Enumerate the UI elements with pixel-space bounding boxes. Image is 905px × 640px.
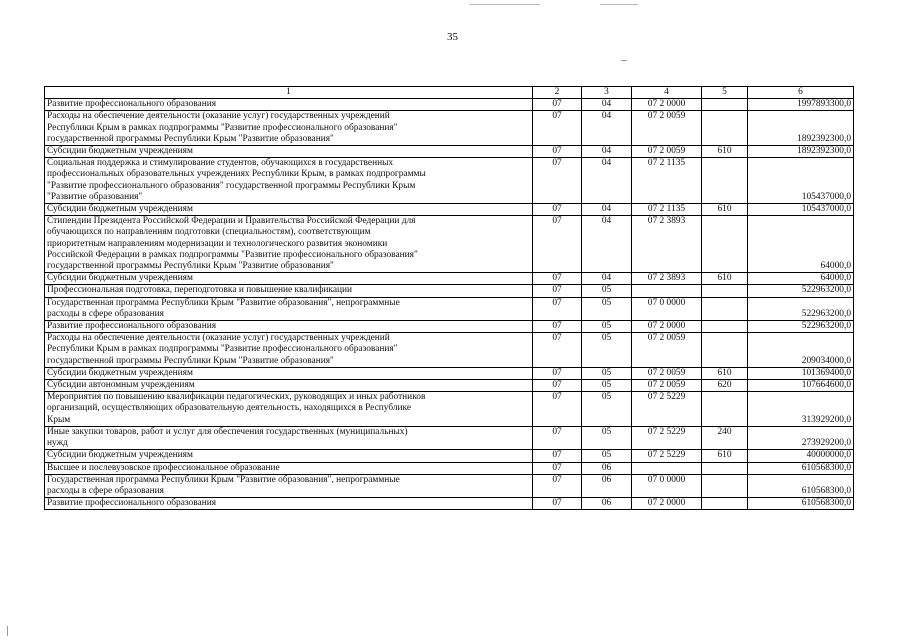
subsection-code-cell: 06 bbox=[582, 474, 632, 497]
item-name-cell: Развитие профессионального образования bbox=[45, 498, 533, 510]
section-code-cell: 07 bbox=[533, 158, 582, 204]
target-article-cell: 07 2 0000 bbox=[632, 99, 702, 111]
table-row bbox=[45, 333, 854, 368]
table-row bbox=[45, 146, 854, 158]
section-code-cell: 07 bbox=[533, 498, 582, 510]
subsection-code-cell: 04 bbox=[582, 204, 632, 216]
target-article-cell: 07 2 5229 bbox=[632, 392, 702, 427]
column-header: 4 bbox=[632, 87, 702, 99]
subsection-code-cell: 04 bbox=[582, 99, 632, 111]
subsection-code-cell: 04 bbox=[582, 273, 632, 285]
item-name-cell: Развитие профессионального образования bbox=[45, 99, 533, 111]
item-name-cell: Высшее и послевузовское профессиональное образование bbox=[45, 462, 533, 474]
table-row bbox=[45, 450, 854, 462]
subsection-code-cell: 05 bbox=[582, 450, 632, 462]
column-header: 1 bbox=[45, 87, 533, 99]
table-row bbox=[45, 273, 854, 285]
table-row bbox=[45, 204, 854, 216]
subsection-code-cell: 04 bbox=[582, 216, 632, 273]
amount-cell: 64000,0 bbox=[748, 273, 854, 285]
table-row bbox=[45, 285, 854, 297]
subsection-code-cell: 04 bbox=[582, 111, 632, 146]
expense-type-cell bbox=[702, 285, 748, 297]
subsection-code-cell: 06 bbox=[582, 462, 632, 474]
target-article-cell: 07 2 0059 bbox=[632, 111, 702, 146]
section-code-cell: 07 bbox=[533, 204, 582, 216]
table-row bbox=[45, 462, 854, 474]
item-name-cell: Субсидии бюджетным учреждениям bbox=[45, 273, 533, 285]
target-article-cell: 07 2 0000 bbox=[632, 498, 702, 510]
amount-cell: 610568300,0 bbox=[748, 498, 854, 510]
target-article-cell: 07 0 0000 bbox=[632, 297, 702, 320]
expense-type-cell: 610 bbox=[702, 146, 748, 158]
budget-table bbox=[44, 86, 854, 510]
amount-cell: 610568300,0 bbox=[748, 474, 854, 497]
table-row bbox=[45, 380, 854, 392]
expense-type-cell bbox=[702, 474, 748, 497]
amount-cell: 1997893300,0 bbox=[748, 99, 854, 111]
section-code-cell: 07 bbox=[533, 426, 582, 449]
item-name-cell: Субсидии бюджетным учреждениям bbox=[45, 367, 533, 379]
section-code-cell: 07 bbox=[533, 99, 582, 111]
table-row bbox=[45, 498, 854, 510]
target-article-cell: 07 2 0059 bbox=[632, 380, 702, 392]
section-code-cell: 07 bbox=[533, 333, 582, 368]
target-article-cell: 07 2 1135 bbox=[632, 158, 702, 204]
item-name-cell: Расходы на обеспечение деятельности (оказание услуг) государственных учреждений Республики Крым в рамках подпрограммы "Развитие профессионального образования" государственной программы Республики Крым "Развитие образования" bbox=[45, 333, 533, 368]
amount-cell: 64000,0 bbox=[748, 216, 854, 273]
expense-type-cell: 620 bbox=[702, 380, 748, 392]
target-article-cell bbox=[632, 462, 702, 474]
subsection-code-cell: 05 bbox=[582, 297, 632, 320]
item-name-cell: Социальная поддержка и стимулирование студентов, обучающихся в государственных профессиональных образовательных учреждениях Республики Крым, в рамках подпрограммы "Развитие профессионального образования" государственной программы Республики Крым "Развитие образования" bbox=[45, 158, 533, 204]
expense-type-cell bbox=[702, 216, 748, 273]
page-number: 35 bbox=[447, 31, 458, 43]
scan-artifact-mark bbox=[621, 60, 627, 61]
section-code-cell: 07 bbox=[533, 321, 582, 333]
amount-cell: 209034000,0 bbox=[748, 333, 854, 368]
amount-cell: 105437000,0 bbox=[748, 158, 854, 204]
item-name-cell: Мероприятия по повышению квалификации педагогических, руководящих и иных работников организаций, осуществляющих образовательную деятельность, находящихся в Республике Крым bbox=[45, 392, 533, 427]
expense-type-cell bbox=[702, 498, 748, 510]
expense-type-cell bbox=[702, 392, 748, 427]
subsection-code-cell: 05 bbox=[582, 285, 632, 297]
table-row bbox=[45, 111, 854, 146]
target-article-cell: 07 2 3893 bbox=[632, 273, 702, 285]
target-article-cell: 07 2 3893 bbox=[632, 216, 702, 273]
item-name-cell: Государственная программа Республики Крым "Развитие образования", непрограммные расходы в сфере образования bbox=[45, 297, 533, 320]
expense-type-cell bbox=[702, 158, 748, 204]
subsection-code-cell: 05 bbox=[582, 392, 632, 427]
table-header-row bbox=[45, 87, 854, 99]
section-code-cell: 07 bbox=[533, 273, 582, 285]
item-name-cell: Государственная программа Республики Крым "Развитие образования", непрограммные расходы в сфере образования bbox=[45, 474, 533, 497]
item-name-cell: Иные закупки товаров, работ и услуг для обеспечения государственных (муниципальных) нужд bbox=[45, 426, 533, 449]
target-article-cell: 07 2 5229 bbox=[632, 426, 702, 449]
section-code-cell: 07 bbox=[533, 146, 582, 158]
amount-cell: 522963200,0 bbox=[748, 285, 854, 297]
expense-type-cell: 610 bbox=[702, 367, 748, 379]
section-code-cell: 07 bbox=[533, 367, 582, 379]
subsection-code-cell: 04 bbox=[582, 146, 632, 158]
target-article-cell: 07 2 0059 bbox=[632, 146, 702, 158]
column-header: 6 bbox=[748, 87, 854, 99]
amount-cell: 1892392300,0 bbox=[748, 146, 854, 158]
amount-cell: 107664600,0 bbox=[748, 380, 854, 392]
table-row bbox=[45, 99, 854, 111]
expense-type-cell bbox=[702, 462, 748, 474]
item-name-cell: Профессиональная подготовка, переподготовка и повышение квалификации bbox=[45, 285, 533, 297]
item-name-cell: Расходы на обеспечение деятельности (оказание услуг) государственных учреждений Республики Крым в рамках подпрограммы "Развитие профессионального образования" государственной программы Республики Крым "Развитие образования" bbox=[45, 111, 533, 146]
section-code-cell: 07 bbox=[533, 380, 582, 392]
section-code-cell: 07 bbox=[533, 216, 582, 273]
section-code-cell: 07 bbox=[533, 285, 582, 297]
subsection-code-cell: 05 bbox=[582, 380, 632, 392]
section-code-cell: 07 bbox=[533, 111, 582, 146]
target-article-cell: 07 2 0059 bbox=[632, 367, 702, 379]
table-row bbox=[45, 392, 854, 427]
target-article-cell: 07 2 5229 bbox=[632, 450, 702, 462]
amount-cell: 273929200,0 bbox=[748, 426, 854, 449]
expense-type-cell bbox=[702, 333, 748, 368]
scan-artifact-line bbox=[470, 4, 540, 5]
amount-cell: 105437000,0 bbox=[748, 204, 854, 216]
scan-artifact-line bbox=[600, 4, 638, 5]
subsection-code-cell: 05 bbox=[582, 426, 632, 449]
target-article-cell: 07 2 0000 bbox=[632, 321, 702, 333]
item-name-cell: Субсидии бюджетным учреждениям bbox=[45, 204, 533, 216]
expense-type-cell bbox=[702, 99, 748, 111]
subsection-code-cell: 06 bbox=[582, 498, 632, 510]
section-code-cell: 07 bbox=[533, 474, 582, 497]
amount-cell: 1892392300,0 bbox=[748, 111, 854, 146]
subsection-code-cell: 05 bbox=[582, 367, 632, 379]
amount-cell: 313929200,0 bbox=[748, 392, 854, 427]
expense-type-cell: 610 bbox=[702, 273, 748, 285]
table-row bbox=[45, 474, 854, 497]
section-code-cell: 07 bbox=[533, 392, 582, 427]
expense-type-cell: 610 bbox=[702, 450, 748, 462]
subsection-code-cell: 05 bbox=[582, 333, 632, 368]
target-article-cell: 07 0 0000 bbox=[632, 474, 702, 497]
table-row bbox=[45, 297, 854, 320]
subsection-code-cell: 04 bbox=[582, 158, 632, 204]
item-name-cell: Субсидии бюджетным учреждениям bbox=[45, 450, 533, 462]
item-name-cell: Стипендии Президента Российской Федерации и Правительства Российской Федерации для обучающихся по направлениям подготовки (специальностям), соответствующим приоритетным направлениям модернизации и технологического развития экономики Российской Федерации в рамках подпрограммы "Развитие профессионального образования" государственной программы Республики Крым "Развитие образования" bbox=[45, 216, 533, 273]
subsection-code-cell: 05 bbox=[582, 321, 632, 333]
table-row bbox=[45, 321, 854, 333]
column-header: 2 bbox=[533, 87, 582, 99]
expense-type-cell bbox=[702, 321, 748, 333]
amount-cell: 40000000,0 bbox=[748, 450, 854, 462]
expense-type-cell: 610 bbox=[702, 204, 748, 216]
table-row bbox=[45, 367, 854, 379]
amount-cell: 101369400,0 bbox=[748, 367, 854, 379]
target-article-cell bbox=[632, 285, 702, 297]
section-code-cell: 07 bbox=[533, 450, 582, 462]
target-article-cell: 07 2 1135 bbox=[632, 204, 702, 216]
scan-artifact-mark bbox=[7, 626, 8, 636]
column-header: 3 bbox=[582, 87, 632, 99]
section-code-cell: 07 bbox=[533, 297, 582, 320]
expense-type-cell bbox=[702, 297, 748, 320]
target-article-cell: 07 2 0059 bbox=[632, 333, 702, 368]
amount-cell: 522963200,0 bbox=[748, 321, 854, 333]
table-row bbox=[45, 158, 854, 204]
item-name-cell: Субсидии автономным учреждениям bbox=[45, 380, 533, 392]
amount-cell: 522963200,0 bbox=[748, 297, 854, 320]
section-code-cell: 07 bbox=[533, 462, 582, 474]
item-name-cell: Развитие профессионального образования bbox=[45, 321, 533, 333]
table-row bbox=[45, 216, 854, 273]
amount-cell: 610568300,0 bbox=[748, 462, 854, 474]
expense-type-cell: 240 bbox=[702, 426, 748, 449]
table-row bbox=[45, 426, 854, 449]
column-header: 5 bbox=[702, 87, 748, 99]
expense-type-cell bbox=[702, 111, 748, 146]
item-name-cell: Субсидии бюджетным учреждениям bbox=[45, 146, 533, 158]
